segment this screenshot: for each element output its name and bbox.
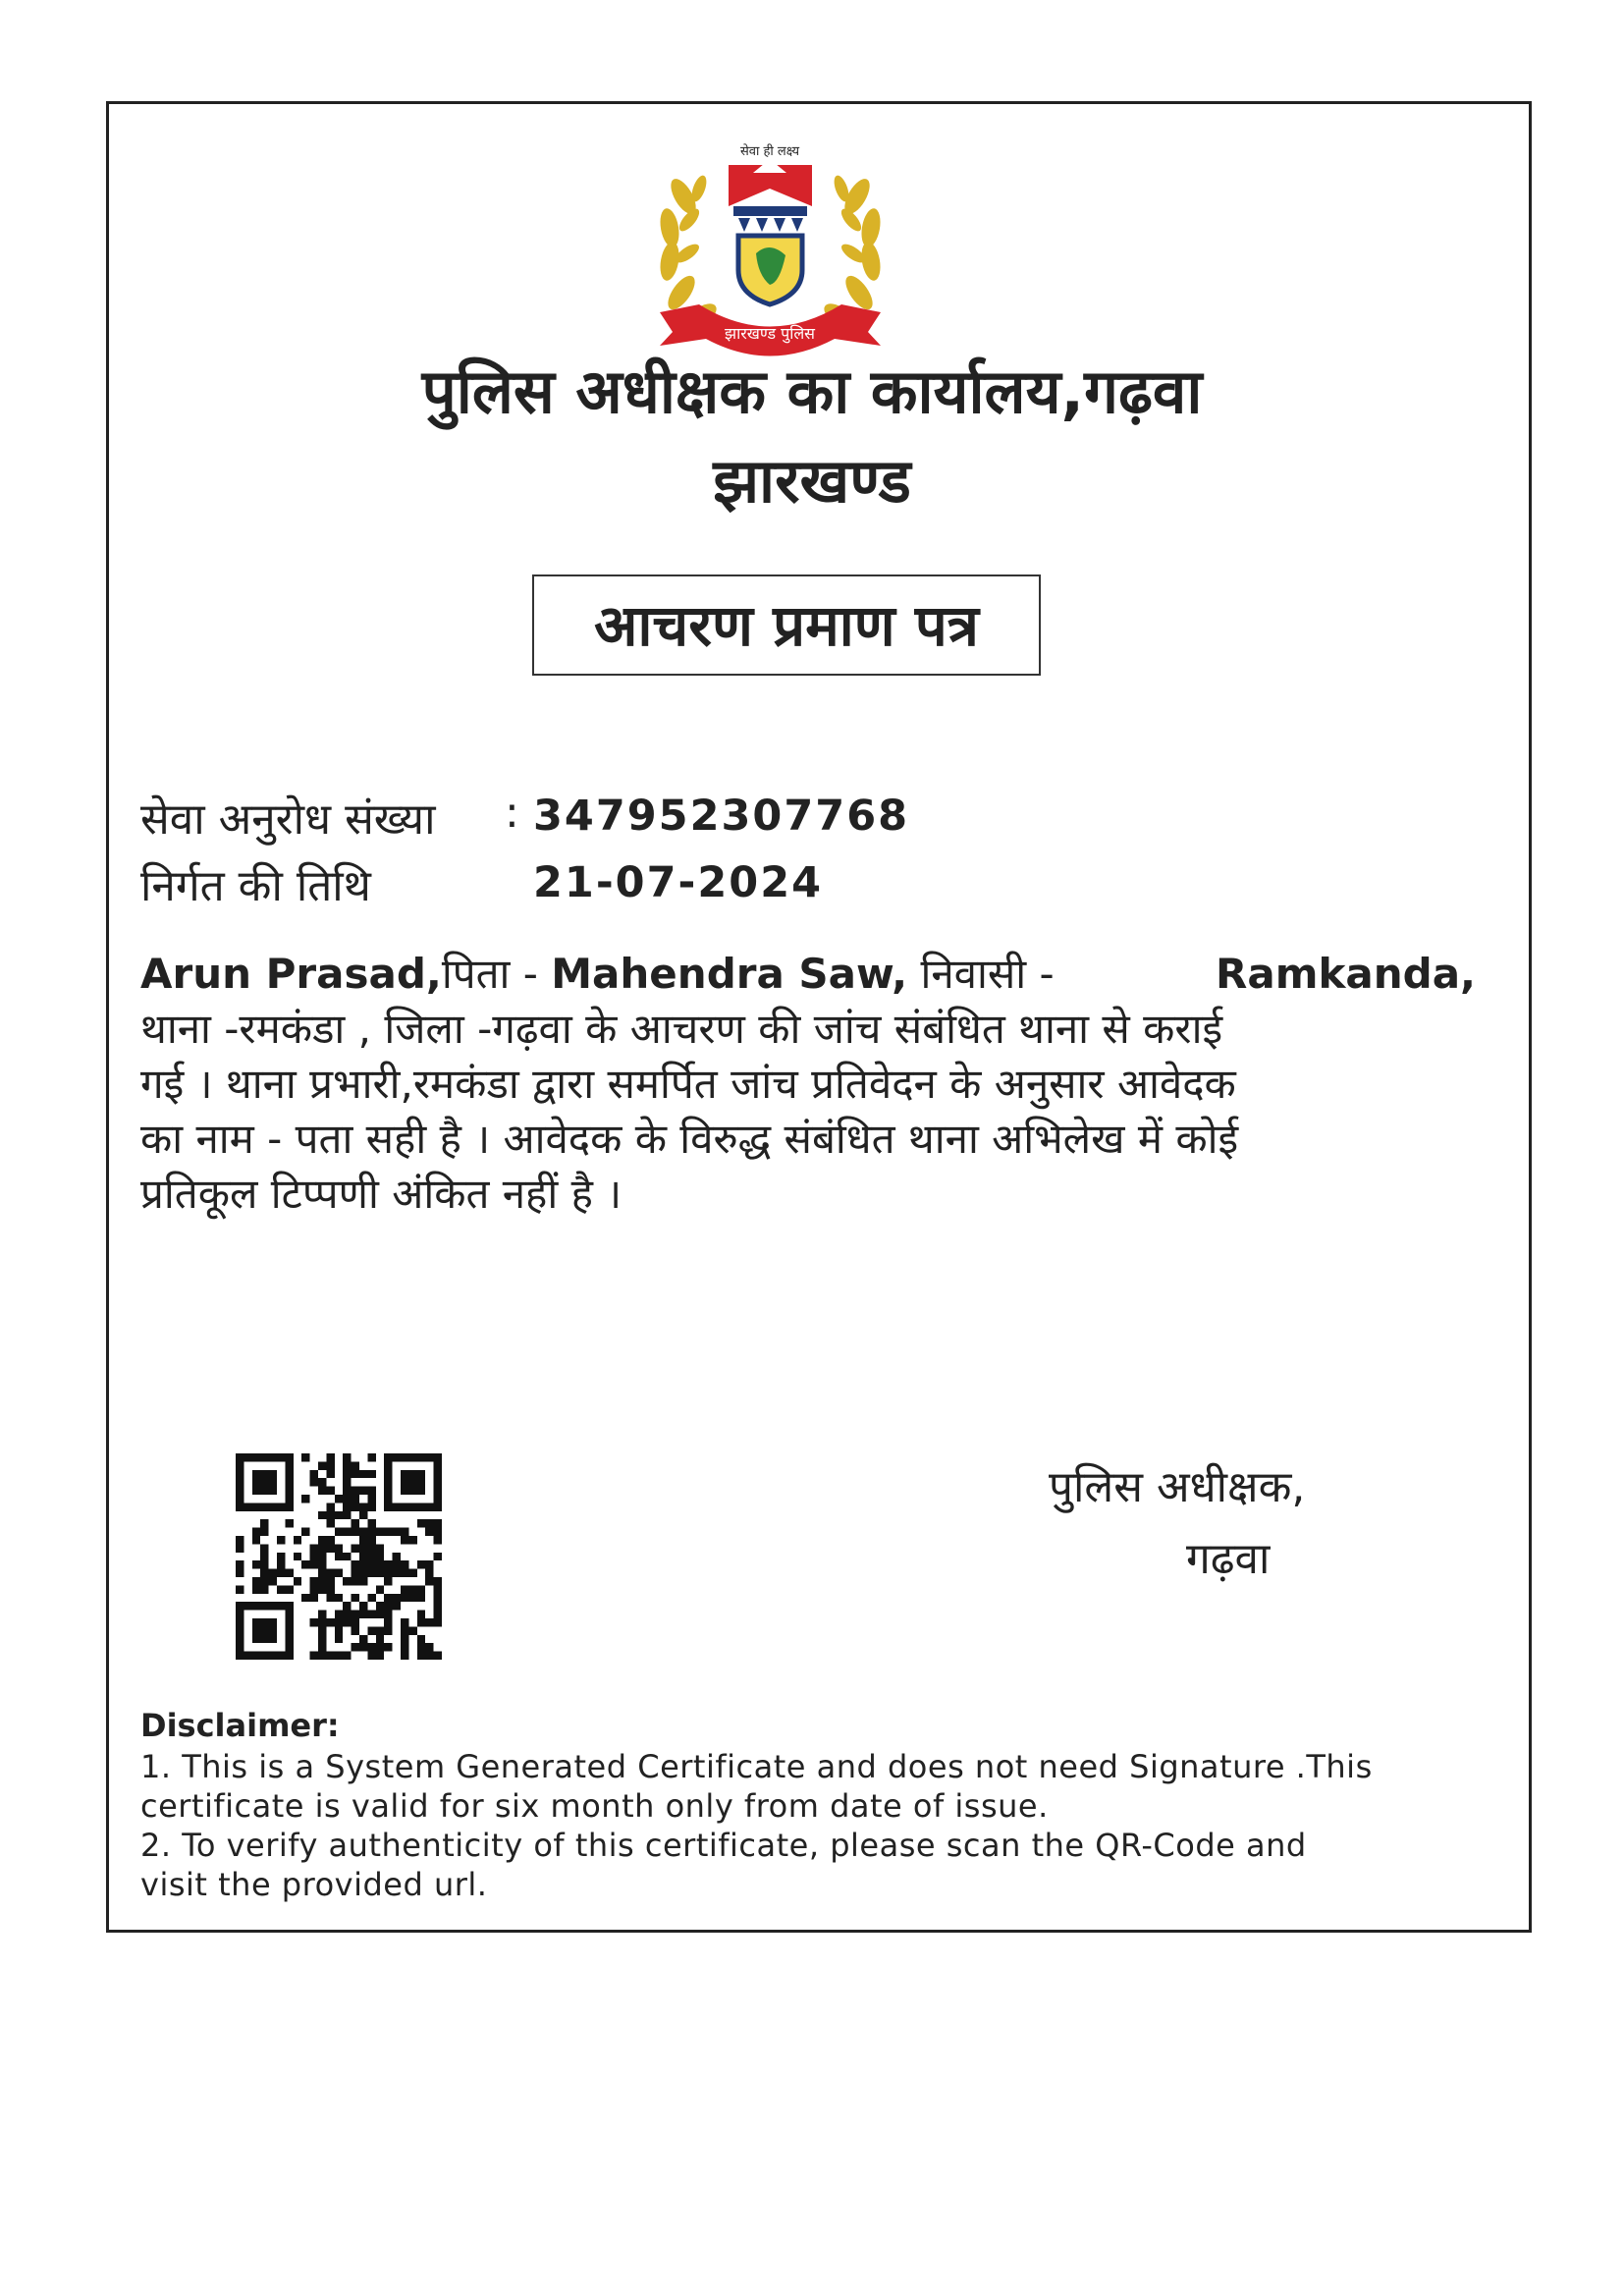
- request-number-colon: :: [505, 788, 519, 838]
- emblem-motto: सेवा ही लक्ष्य: [739, 144, 800, 159]
- issue-date-value: 21-07-2024: [533, 858, 824, 907]
- resident-label: निवासी -: [907, 950, 1055, 998]
- body-line-4: का नाम - पता सही है । आवेदक के विरुद्ध संबंधित थाना अभिलेख में कोई: [140, 1115, 1239, 1163]
- body-line-1: [140, 949, 1476, 1000]
- body-line-5: प्रतिकूल टिप्पणी अंकित नहीं है ।: [140, 1170, 623, 1218]
- signatory-place: गढ़वा: [1186, 1534, 1271, 1584]
- verification-qr-code[interactable]: [236, 1453, 442, 1660]
- applicant-name: Arun Prasad,: [140, 950, 442, 998]
- office-title: पुलिस अधीक्षक का कार्यालय,गढ़वा: [421, 355, 1203, 427]
- body-line-3: गई । थाना प्रभारी,रमकंडा द्वारा समर्पित जांच प्रतिवेदन के अनुसार आवेदक: [140, 1060, 1236, 1108]
- father-name: Mahendra Saw,: [551, 950, 908, 998]
- jharkhand-police-emblem: [640, 137, 900, 373]
- issue-date-label: निर्गत की तिथि: [140, 861, 371, 911]
- disclaimer-heading: Disclaimer:: [140, 1707, 340, 1744]
- request-number-value: 347952307768: [533, 792, 910, 841]
- disclaimer-line-1: 1. This is a System Generated Certificate and does not need Signature .This: [140, 1748, 1373, 1785]
- emblem-ribbon-text: झारखण्ड पुलिस: [724, 324, 816, 343]
- certificate-title: आचरण प्रमाण पत्र: [594, 592, 979, 659]
- request-number-label: सेवा अनुरोध संख्या: [140, 794, 436, 845]
- body-line-2: थाना -रमकंडा , जिला -गढ़वा के आचरण की जांच संबंधित थाना से कराई: [140, 1005, 1223, 1053]
- state-title: झारखण्ड: [713, 445, 911, 517]
- disclaimer-line-2: certificate is valid for six month only from date of issue.: [140, 1787, 1049, 1825]
- disclaimer-line-4: visit the provided url.: [140, 1866, 488, 1903]
- village-name: Ramkanda,: [1216, 950, 1476, 998]
- disclaimer-line-3: 2. To verify authenticity of this certificate, please scan the QR-Code and: [140, 1827, 1307, 1864]
- father-label: पिता -: [441, 950, 552, 998]
- signatory-designation: पुलिस अधीक्षक,: [1049, 1462, 1306, 1512]
